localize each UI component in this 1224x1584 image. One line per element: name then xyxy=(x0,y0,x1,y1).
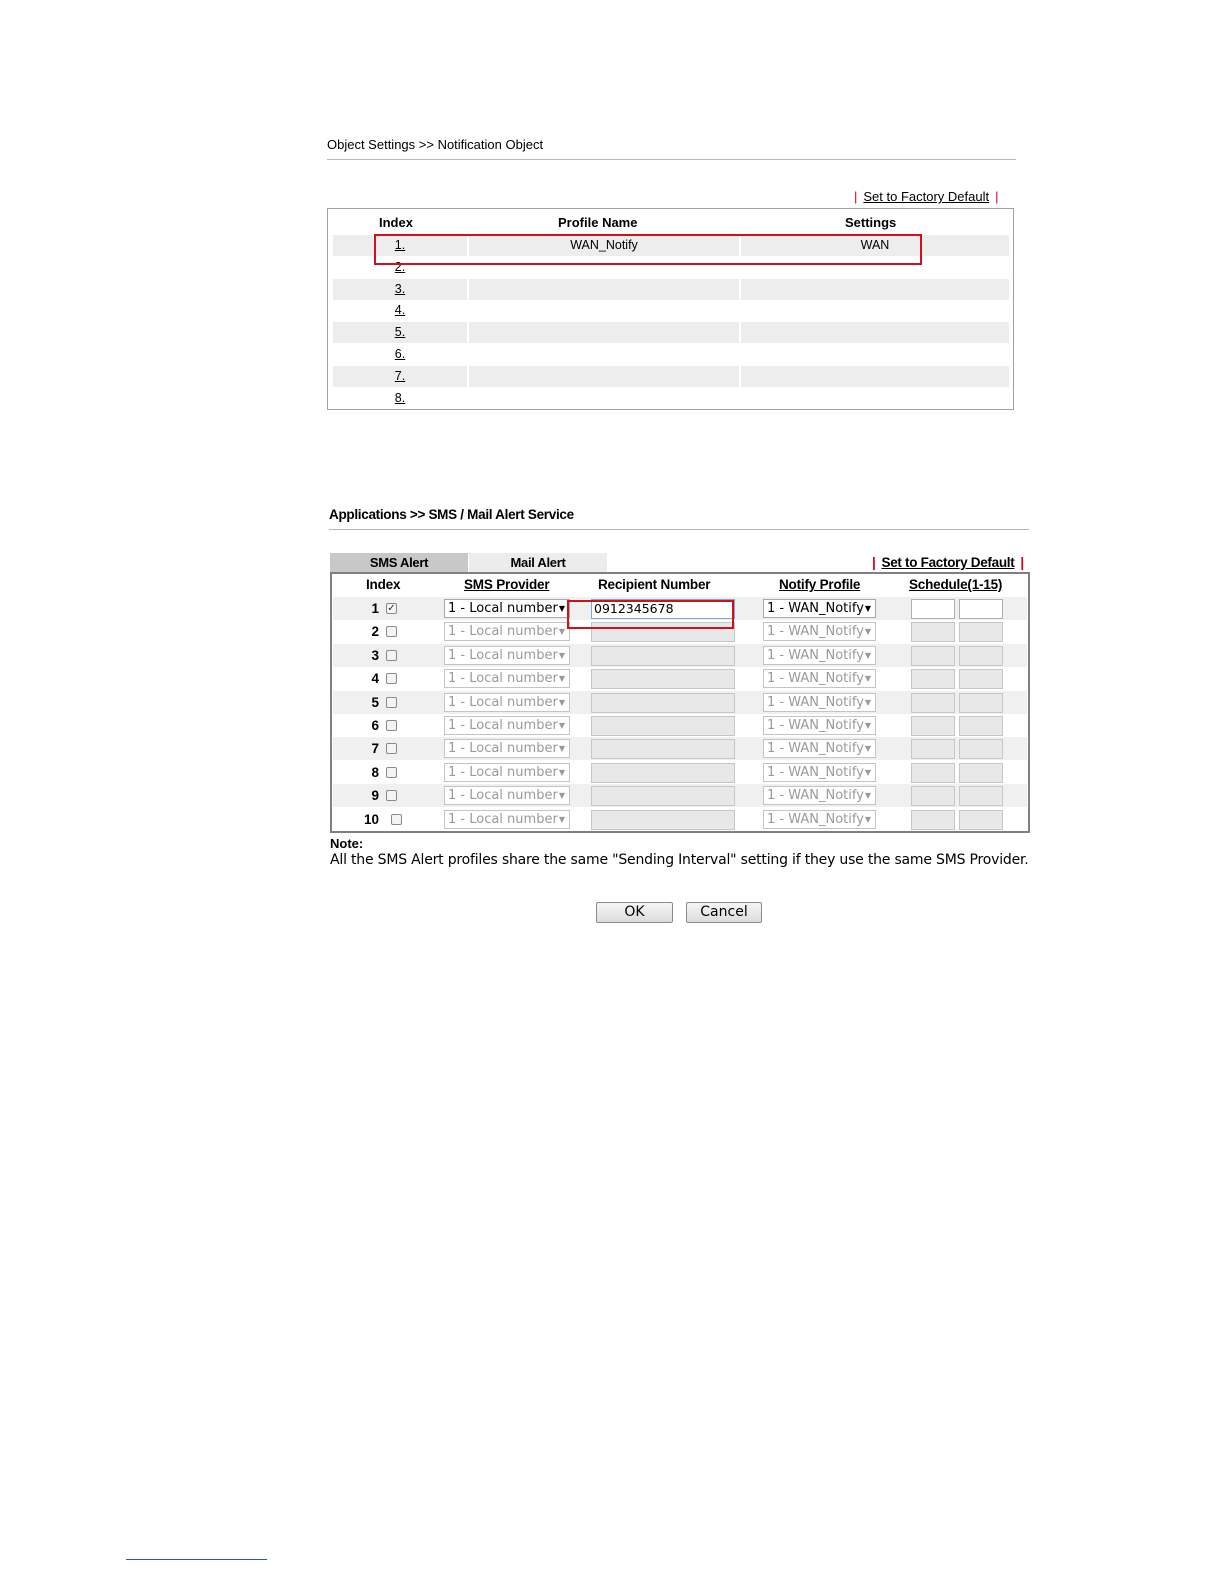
profile-name-cell xyxy=(469,279,739,300)
row-index: 9 xyxy=(371,788,379,804)
header-settings: Settings xyxy=(845,215,897,230)
header-profile-name: Profile Name xyxy=(558,215,638,230)
settings-cell xyxy=(741,300,1009,321)
recipient-number-input[interactable] xyxy=(591,786,735,806)
dropdown-arrow-icon: ▼ xyxy=(558,650,565,660)
notify-profile-value: 1 - WAN_Notify xyxy=(767,601,864,616)
profile-index-link[interactable]: 1. xyxy=(394,238,406,252)
notify-profile-select[interactable] xyxy=(763,622,876,641)
table-row xyxy=(333,784,1027,807)
tab-mail-alert[interactable]: Mail Alert xyxy=(469,553,607,572)
profile-name-cell xyxy=(469,257,739,278)
notification-object-breadcrumb: Object Settings >> Notification Object xyxy=(327,137,544,152)
sms-provider-select[interactable] xyxy=(444,763,570,782)
dropdown-arrow-icon: ▼ xyxy=(558,604,565,613)
table-row xyxy=(333,620,1027,643)
schedule-input-1[interactable] xyxy=(911,763,955,783)
settings-cell xyxy=(741,257,1009,278)
profile-index-link[interactable]: 3. xyxy=(394,281,406,296)
footnote-divider xyxy=(126,1559,267,1560)
set-factory-default-link[interactable]: Set to Factory Default xyxy=(881,555,1015,570)
header-sms-provider[interactable]: SMS Provider xyxy=(464,577,550,592)
schedule-input-1[interactable] xyxy=(911,622,955,642)
sms-provider-value: 1 - Local number xyxy=(448,764,558,780)
table-row xyxy=(333,737,1027,760)
notify-profile-select[interactable] xyxy=(763,739,876,758)
schedule-input-2[interactable] xyxy=(959,622,1003,642)
dropdown-arrow-icon: ▼ xyxy=(864,814,871,824)
index-cell xyxy=(333,388,467,409)
recipient-number-input[interactable] xyxy=(591,810,735,830)
table-row xyxy=(333,691,1027,714)
dropdown-arrow-icon: ▼ xyxy=(864,627,871,637)
sms-provider-value: 1 - Local number xyxy=(448,601,558,616)
profile-index-link[interactable]: 2. xyxy=(394,259,406,274)
enable-checkbox[interactable] xyxy=(386,697,397,708)
schedule-input-1[interactable] xyxy=(911,739,955,759)
index-cell xyxy=(333,366,467,387)
schedule-input-2[interactable] xyxy=(959,810,1003,830)
settings-cell xyxy=(741,322,1009,343)
profile-name-cell xyxy=(469,300,739,321)
table-row xyxy=(333,300,1009,321)
schedule-input-2[interactable] xyxy=(959,599,1003,619)
factory-default-bar xyxy=(866,555,1030,570)
row-index: 2 xyxy=(371,624,379,640)
sms-provider-value: 1 - Local number xyxy=(448,624,558,640)
header-index: Index xyxy=(379,215,413,230)
profile-index-link[interactable]: 7. xyxy=(394,368,406,383)
notify-profile-select[interactable] xyxy=(763,763,876,782)
table-header xyxy=(328,215,1013,233)
sms-provider-select[interactable] xyxy=(444,716,570,735)
dropdown-arrow-icon: ▼ xyxy=(558,791,565,801)
settings-cell xyxy=(741,344,1009,365)
breadcrumb-divider xyxy=(329,529,1029,530)
separator-pipe: | xyxy=(872,555,876,570)
dropdown-arrow-icon: ▼ xyxy=(864,791,871,801)
sms-provider-select[interactable] xyxy=(444,739,570,758)
sms-provider-select[interactable] xyxy=(444,599,570,618)
profile-name-cell xyxy=(469,344,739,365)
row-index: 4 xyxy=(371,671,379,687)
notify-profile-select[interactable] xyxy=(763,786,876,805)
schedule-input-1[interactable] xyxy=(911,693,955,713)
enable-checkbox[interactable] xyxy=(386,650,397,661)
tab-sms-alert[interactable]: SMS Alert xyxy=(330,553,468,572)
schedule-input-2[interactable] xyxy=(959,763,1003,783)
separator-pipe: | xyxy=(995,189,999,204)
sms-provider-select[interactable] xyxy=(444,810,570,829)
schedule-input-1[interactable] xyxy=(911,646,955,666)
notify-profile-select[interactable] xyxy=(763,810,876,829)
table-row xyxy=(333,597,1027,620)
dropdown-arrow-icon: ▼ xyxy=(558,627,565,637)
checkmark-icon: ✓ xyxy=(387,603,396,614)
dropdown-arrow-icon: ▼ xyxy=(864,604,871,613)
dropdown-arrow-icon: ▼ xyxy=(558,767,565,777)
enable-checkbox[interactable] xyxy=(386,626,397,637)
note-text: All the SMS Alert profiles share the same "Sending Interval" setting if they use the same SMS Provider. xyxy=(330,852,1029,868)
sms-provider-select[interactable] xyxy=(444,693,570,712)
index-cell xyxy=(333,344,467,365)
dropdown-arrow-icon: ▼ xyxy=(558,674,565,684)
enable-checkbox[interactable] xyxy=(386,743,397,754)
enable-checkbox[interactable] xyxy=(386,603,397,614)
factory-default-bar xyxy=(848,189,1005,204)
schedule-input-2[interactable] xyxy=(959,716,1003,736)
settings-cell xyxy=(741,279,1009,300)
schedule-input-2[interactable] xyxy=(959,786,1003,806)
profile-name-cell: WAN_Notify xyxy=(469,235,739,256)
schedule-input-2[interactable] xyxy=(959,693,1003,713)
index-cell xyxy=(333,279,467,300)
header-recipient-number: Recipient Number xyxy=(598,577,711,592)
dropdown-arrow-icon: ▼ xyxy=(558,744,565,754)
sms-provider-select[interactable] xyxy=(444,622,570,641)
index-cell xyxy=(333,322,467,343)
row-index: 5 xyxy=(371,694,379,710)
header-index: Index xyxy=(366,577,401,592)
enable-checkbox[interactable] xyxy=(391,814,402,825)
enable-checkbox[interactable] xyxy=(386,790,397,801)
row-index: 6 xyxy=(371,718,379,733)
profile-index-link[interactable]: 8. xyxy=(394,390,406,405)
separator-pipe: | xyxy=(1020,555,1024,570)
row-index: 10 xyxy=(363,811,379,827)
set-factory-default-link[interactable]: Set to Factory Default xyxy=(863,189,990,204)
schedule-input-1[interactable] xyxy=(911,810,955,830)
table-row xyxy=(333,344,1009,365)
breadcrumb-divider xyxy=(327,159,1016,160)
sms-provider-select[interactable] xyxy=(444,646,570,665)
notify-profile-select[interactable] xyxy=(763,646,876,665)
note-title: Note: xyxy=(330,836,364,851)
ok-button[interactable]: OK xyxy=(596,902,673,923)
dropdown-arrow-icon: ▼ xyxy=(864,650,871,660)
schedule-input-2[interactable] xyxy=(959,646,1003,666)
notify-profile-select[interactable] xyxy=(763,599,876,618)
dropdown-arrow-icon: ▼ xyxy=(864,767,871,777)
table-row xyxy=(333,366,1009,387)
sms-mail-alert-breadcrumb: Applications >> SMS / Mail Alert Service xyxy=(329,507,574,522)
row-index: 7 xyxy=(371,741,379,757)
dropdown-arrow-icon: ▼ xyxy=(558,814,565,824)
index-cell xyxy=(333,257,467,278)
recipient-number-input[interactable] xyxy=(591,739,735,759)
row-index: 8 xyxy=(371,764,379,780)
notify-profile-select[interactable] xyxy=(763,716,876,735)
settings-cell xyxy=(741,366,1009,387)
dropdown-arrow-icon: ▼ xyxy=(864,674,871,684)
table-row xyxy=(333,322,1009,343)
index-cell xyxy=(333,300,467,321)
row-index: 1 xyxy=(371,601,379,616)
sms-provider-value: 1 - Local number xyxy=(448,694,558,710)
row-index: 3 xyxy=(371,647,379,663)
sms-provider-select[interactable] xyxy=(444,669,570,688)
recipient-number-input[interactable]: 0912345678 xyxy=(591,599,735,619)
separator-pipe: | xyxy=(854,189,858,204)
profile-index-link[interactable]: 5. xyxy=(394,325,406,340)
profile-index-link[interactable]: 4. xyxy=(394,303,406,318)
profile-name-cell xyxy=(469,366,739,387)
sms-provider-select[interactable] xyxy=(444,786,570,805)
notify-profile-value: 1 - WAN_Notify xyxy=(767,718,864,733)
recipient-number-input[interactable] xyxy=(591,763,735,783)
dropdown-arrow-icon: ▼ xyxy=(864,697,871,707)
settings-cell: WAN xyxy=(741,235,1009,256)
schedule-input-1[interactable] xyxy=(911,599,955,619)
header-schedule[interactable]: Schedule(1-15) xyxy=(909,577,1003,592)
sms-provider-value: 1 - Local number xyxy=(448,671,558,687)
schedule-input-1[interactable] xyxy=(911,716,955,736)
table-row xyxy=(333,235,1009,256)
recipient-number-input[interactable] xyxy=(591,622,735,642)
profile-name-cell xyxy=(469,322,739,343)
enable-checkbox[interactable] xyxy=(386,720,397,731)
dropdown-arrow-icon: ▼ xyxy=(864,744,871,754)
notification-object-table xyxy=(327,208,1014,410)
notify-profile-value: 1 - WAN_Notify xyxy=(767,647,864,663)
notify-profile-select[interactable] xyxy=(763,693,876,712)
dropdown-arrow-icon: ▼ xyxy=(558,697,565,707)
table-row xyxy=(333,279,1009,300)
table-row xyxy=(333,667,1027,690)
index-cell xyxy=(333,235,467,256)
notify-profile-value: 1 - WAN_Notify xyxy=(767,788,864,804)
notify-profile-select[interactable] xyxy=(763,669,876,688)
recipient-number-input[interactable] xyxy=(591,646,735,666)
schedule-input-1[interactable] xyxy=(911,786,955,806)
recipient-number-input[interactable] xyxy=(591,693,735,713)
enable-checkbox[interactable] xyxy=(386,673,397,684)
table-row xyxy=(333,714,1027,737)
schedule-input-1[interactable] xyxy=(911,669,955,689)
table-row xyxy=(333,257,1009,278)
recipient-number-input[interactable] xyxy=(591,716,735,736)
profile-name-cell xyxy=(469,388,739,409)
sms-provider-value: 1 - Local number xyxy=(448,788,558,804)
notify-profile-value: 1 - WAN_Notify xyxy=(767,671,864,687)
table-row xyxy=(333,388,1009,409)
table-row xyxy=(333,644,1027,667)
notify-profile-value: 1 - WAN_Notify xyxy=(767,624,864,640)
notify-profile-value: 1 - WAN_Notify xyxy=(767,741,864,757)
table-row xyxy=(333,761,1027,784)
dropdown-arrow-icon: ▼ xyxy=(864,721,871,730)
notify-profile-value: 1 - WAN_Notify xyxy=(767,764,864,780)
enable-checkbox[interactable] xyxy=(386,767,397,778)
recipient-number-input[interactable] xyxy=(591,669,735,689)
schedule-input-2[interactable] xyxy=(959,669,1003,689)
cancel-button[interactable]: Cancel xyxy=(686,902,762,923)
table-row xyxy=(333,808,1027,831)
header-notify-profile[interactable]: Notify Profile xyxy=(779,577,861,592)
dropdown-arrow-icon: ▼ xyxy=(558,721,565,730)
profile-index-link[interactable]: 6. xyxy=(394,347,406,361)
notify-profile-value: 1 - WAN_Notify xyxy=(767,811,864,827)
sms-provider-value: 1 - Local number xyxy=(448,741,558,757)
sms-provider-value: 1 - Local number xyxy=(448,647,558,663)
sms-provider-value: 1 - Local number xyxy=(448,811,558,827)
notify-profile-value: 1 - WAN_Notify xyxy=(767,694,864,710)
settings-cell xyxy=(741,388,1009,409)
sms-provider-value: 1 - Local number xyxy=(448,718,558,733)
schedule-input-2[interactable] xyxy=(959,739,1003,759)
